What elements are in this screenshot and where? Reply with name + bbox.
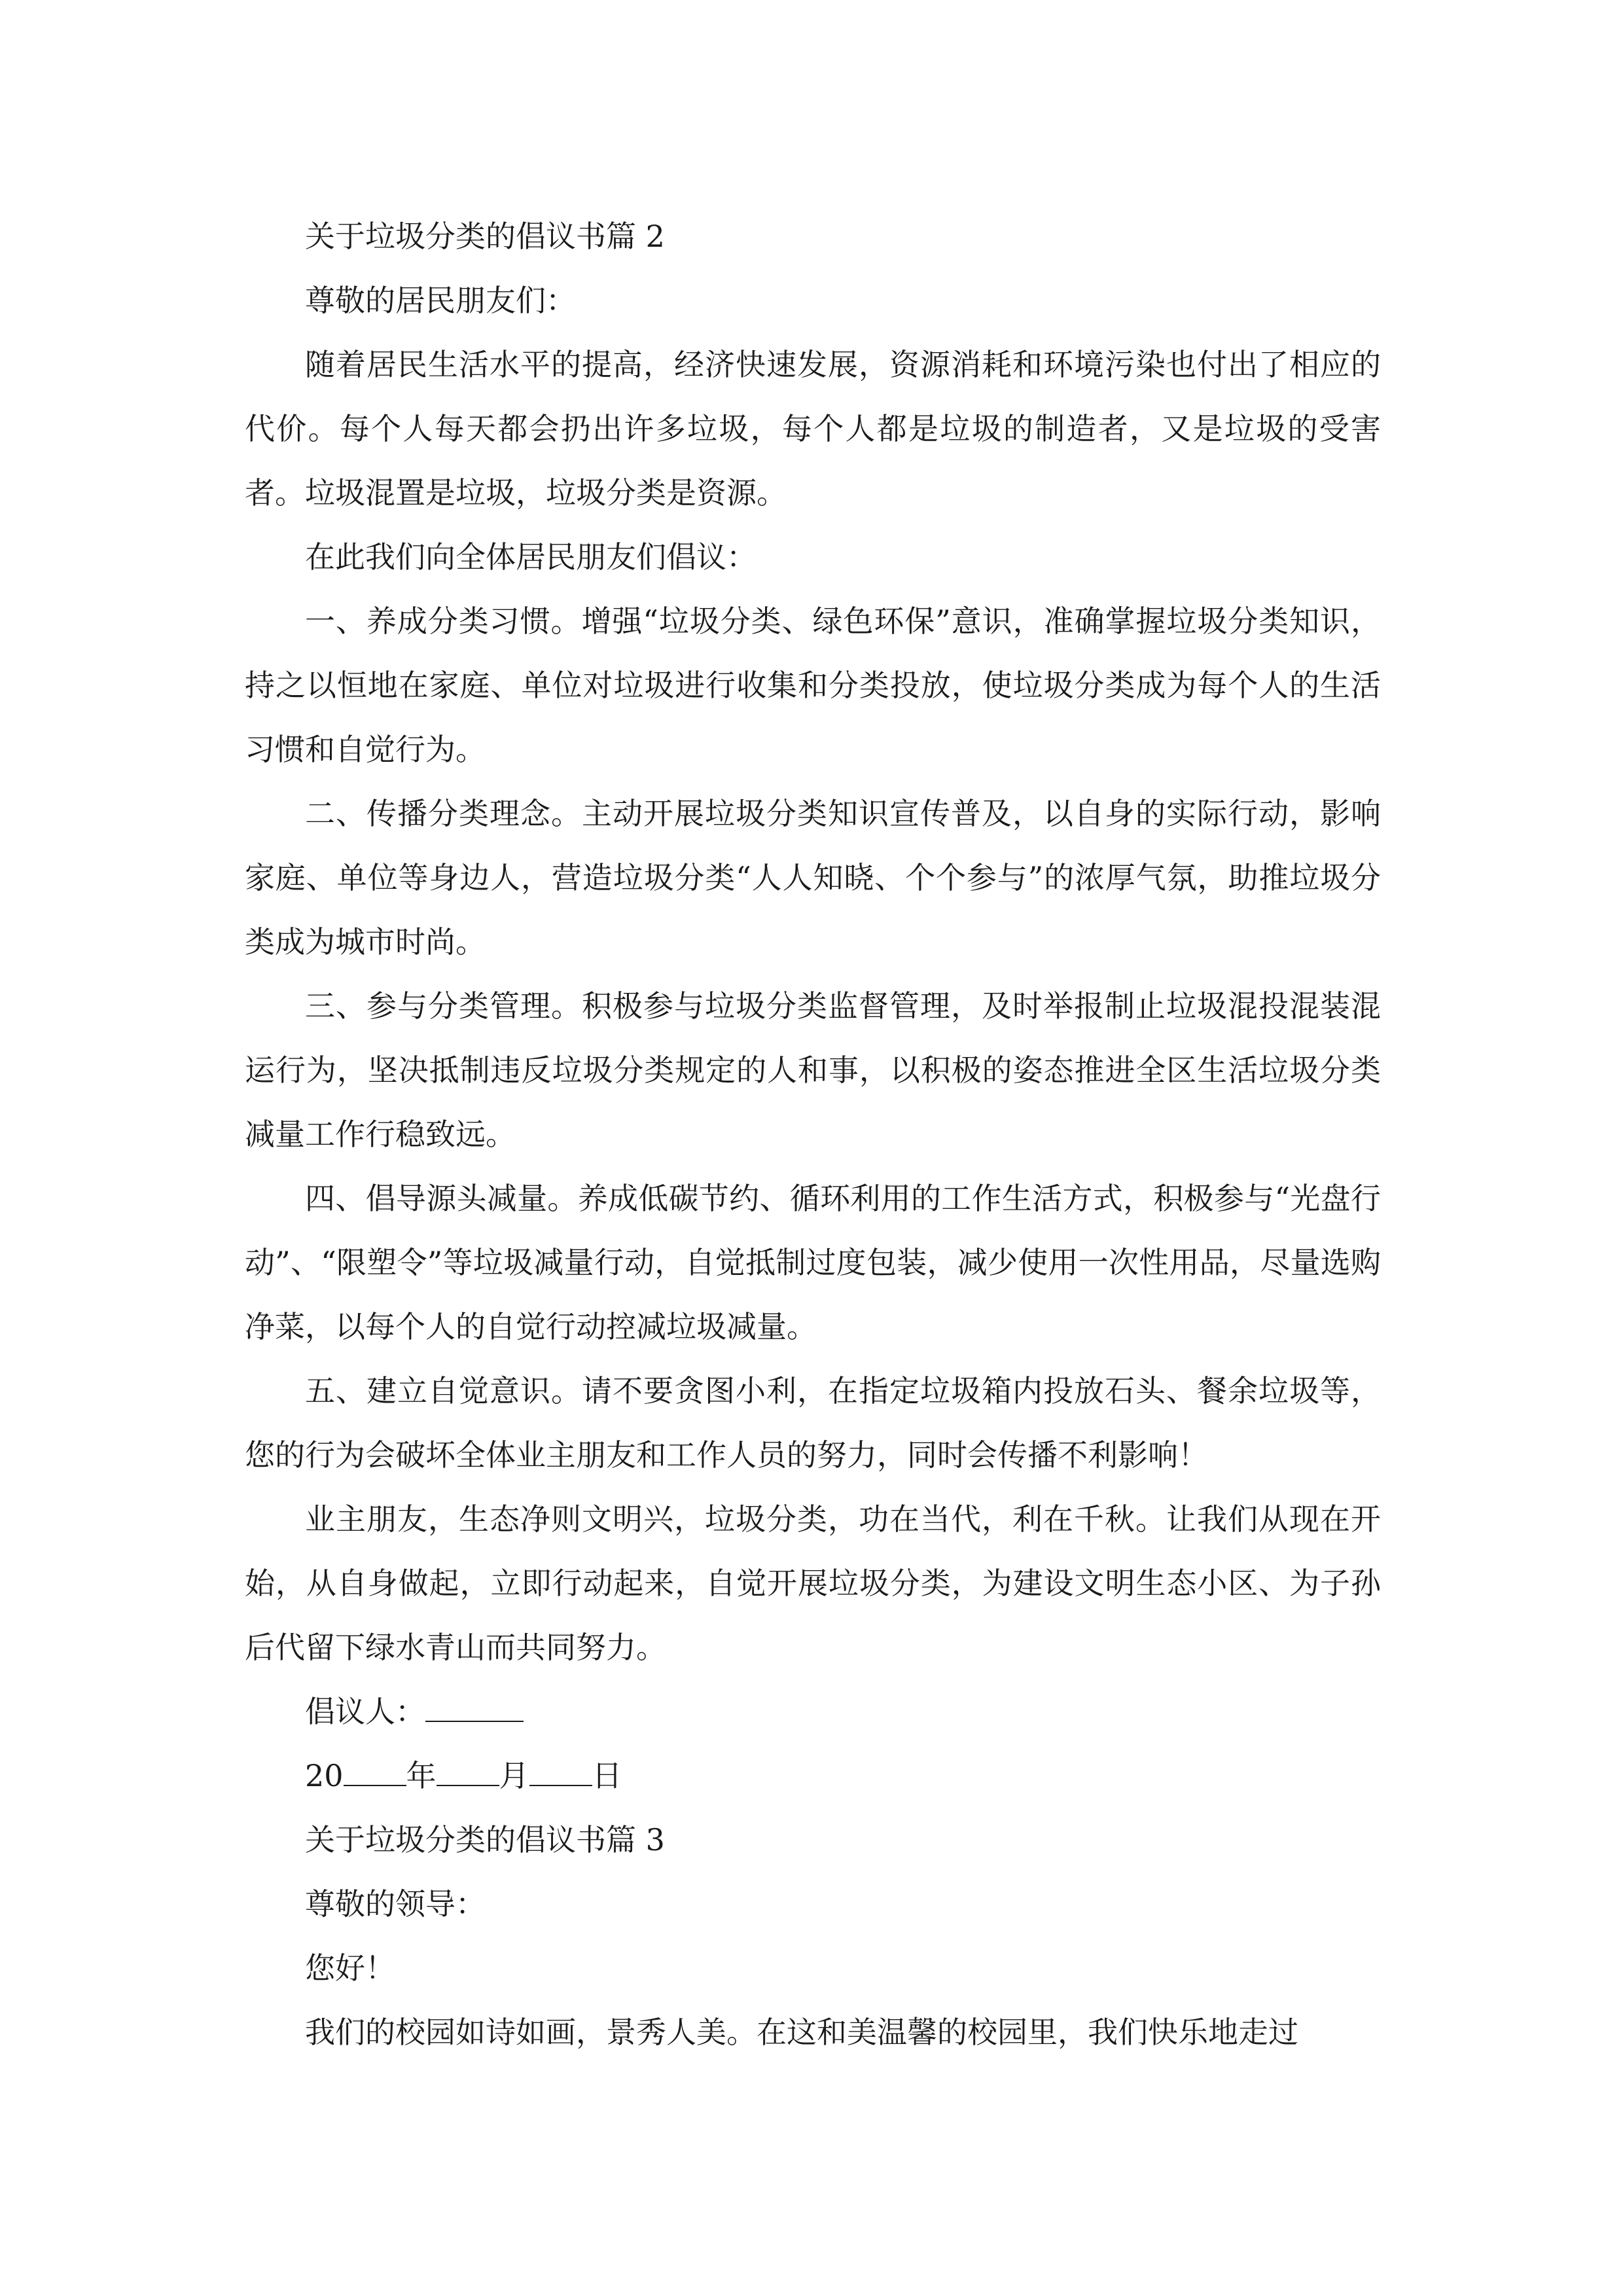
signature-blank xyxy=(425,1695,524,1722)
paragraph-call: 在此我们向全体居民朋友们倡议： xyxy=(305,539,757,575)
paragraph-point-3: 三、参与分类管理。积极参与垃圾分类监督管理，及时举报制止垃圾混投混装混运行为，坚决抵制违反垃圾分类规定的人和事，以积极的姿态推进全区生活垃圾分类减量工作行稳致远。 xyxy=(245,988,1381,1152)
date-month-label: 月 xyxy=(499,1758,529,1793)
signature-label: 倡议人： xyxy=(305,1694,425,1729)
date-day-label: 日 xyxy=(592,1758,622,1793)
paragraph-closing: 业主朋友，生态净则文明兴，垃圾分类，功在当代，利在千秋。让我们从现在开始，从自身做起，立即行动起来，自觉开展垃圾分类，为建设文明生态小区、为子孙后代留下绿水青山而共同努力。 xyxy=(245,1501,1381,1665)
paragraph-intro: 随着居民生活水平的提高，经济快速发展，资源消耗和环境污染也付出了相应的代价。每个人每天都会扔出许多垃圾，每个人都是垃圾的制造者，又是垃圾的受害者。垃圾混置是垃圾，垃圾分类是资源。 xyxy=(245,347,1381,511)
section-2-title: 关于垃圾分类的倡议书篇 2 xyxy=(305,219,665,254)
greeting: 您好！ xyxy=(305,1950,395,1986)
date-prefix: 20 xyxy=(305,1758,344,1793)
paragraph-campus: 我们的校园如诗如画，景秀人美。在这和美温馨的校园里，我们快乐地走过 xyxy=(305,2015,1298,2050)
month-blank xyxy=(437,1759,499,1786)
date-year-label: 年 xyxy=(406,1758,437,1793)
document-body xyxy=(245,204,1381,2064)
paragraph-point-2: 二、传播分类理念。主动开展垃圾分类知识宣传普及，以自身的实际行动，影响家庭、单位等身边人，营造垃圾分类“人人知晓、个个参与”的浓厚气氛，助推垃圾分类成为城市时尚。 xyxy=(245,796,1381,960)
paragraph-point-5: 五、建立自觉意识。请不要贪图小利，在指定垃圾箱内投放石头、餐余垃圾等，您的行为会破坏全体业主朋友和工作人员的努力，同时会传播不利影响！ xyxy=(245,1373,1381,1473)
salutation-residents: 尊敬的居民朋友们： xyxy=(305,283,576,318)
paragraph-point-4: 四、倡导源头减量。养成低碳节约、循环利用的工作生活方式，积极参与“光盘行动”、“限塑令”等垃圾减量行动，自觉抵制过度包装，减少使用一次性用品，尽量选购净菜，以每个人的自觉行动控减垃圾减量。 xyxy=(245,1181,1381,1344)
day-blank xyxy=(529,1759,592,1786)
salutation-leaders: 尊敬的领导： xyxy=(305,1886,486,1922)
section-3-title: 关于垃圾分类的倡议书篇 3 xyxy=(305,1822,665,1857)
date-line xyxy=(245,1744,1381,1808)
paragraph-point-1: 一、养成分类习惯。增强“垃圾分类、绿色环保”意识，准确掌握垃圾分类知识，持之以恒地在家庭、单位对垃圾进行收集和分类投放，使垃圾分类成为每个人的生活习惯和自觉行为。 xyxy=(245,603,1381,767)
year-blank xyxy=(344,1759,406,1786)
signature-line xyxy=(245,1679,1381,1744)
